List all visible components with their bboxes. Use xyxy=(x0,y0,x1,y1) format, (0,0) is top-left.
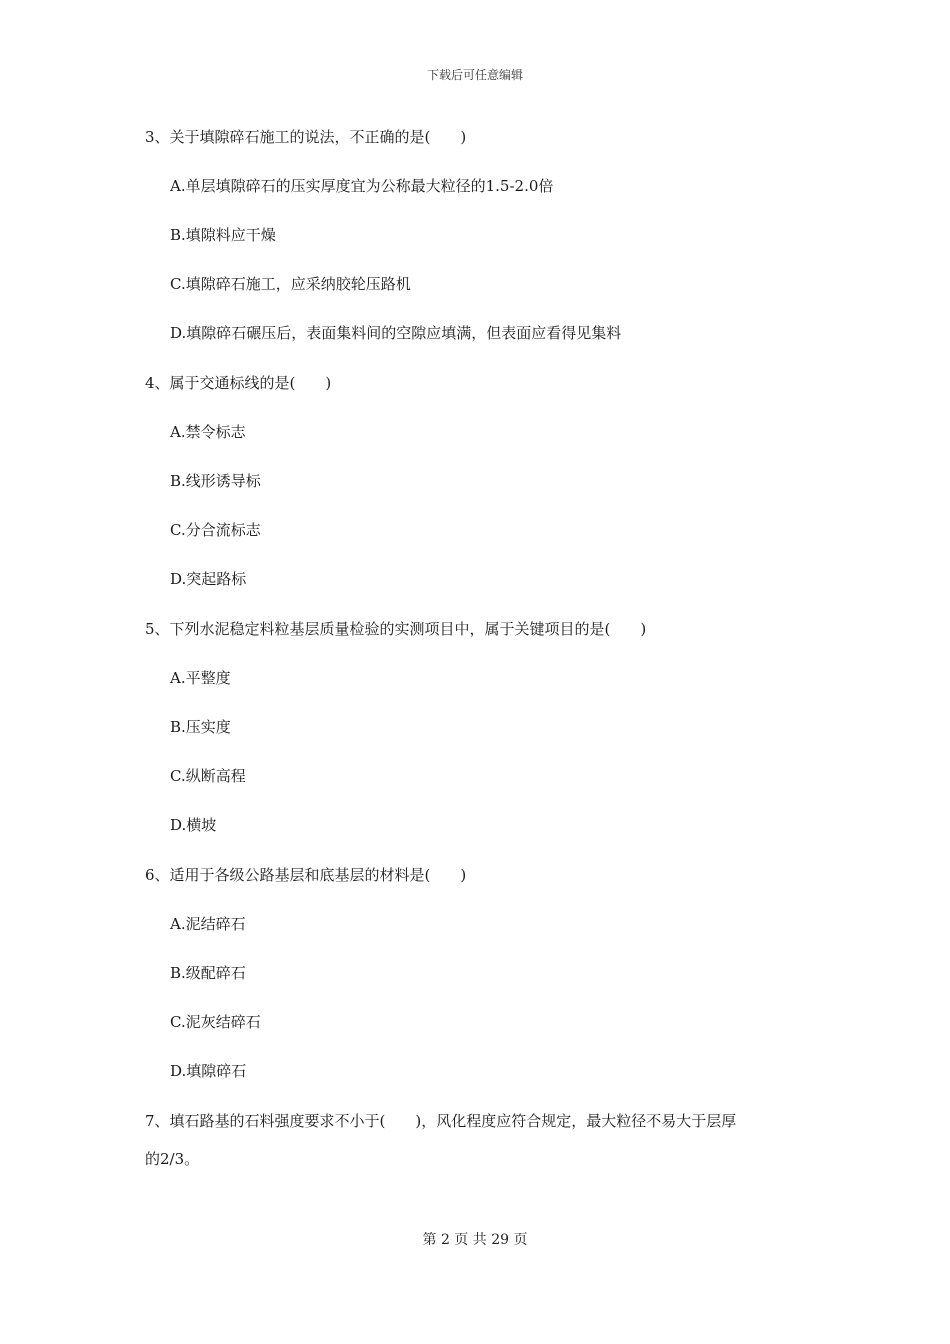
question-4-text: 4、属于交通标线的是( ) xyxy=(145,374,332,392)
question-7-text-line2: 的2/3。 xyxy=(145,1150,200,1168)
question-3-option-c: C.填隙碎石施工，应采纳胶轮压路机 xyxy=(170,275,411,293)
question-4-option-d: D.突起路标 xyxy=(170,570,247,588)
question-3-text: 3、关于填隙碎石施工的说法，不正确的是( ) xyxy=(145,128,467,146)
question-6-option-a: A.泥结碎石 xyxy=(170,915,246,933)
question-6-option-c: C.泥灰结碎石 xyxy=(170,1013,261,1031)
question-4-option-a: A.禁令标志 xyxy=(170,423,246,441)
question-6-option-b: B.级配碎石 xyxy=(170,964,246,982)
question-3-option-a: A.单层填隙碎石的压实厚度宜为公称最大粒径的1.5-2.0倍 xyxy=(170,177,554,195)
question-5-option-a: A.平整度 xyxy=(170,669,231,687)
page-header: 下载后可任意编辑 xyxy=(426,68,523,82)
question-5-text: 5、下列水泥稳定料粒基层质量检验的实测项目中，属于关键项目的是( ) xyxy=(145,620,647,638)
question-3-option-b: B.填隙料应干燥 xyxy=(170,226,276,244)
page-footer: 第 2 页 共 29 页 xyxy=(422,1232,528,1248)
question-7-text-line1: 7、填石路基的石料强度要求不小于( )，风化程度应符合规定，最大粒径不易大于层厚 xyxy=(145,1112,737,1130)
question-5-option-c: C.纵断高程 xyxy=(170,767,246,785)
question-5-option-b: B.压实度 xyxy=(170,718,231,736)
question-4-option-c: C.分合流标志 xyxy=(170,521,261,539)
question-5-option-d: D.横坡 xyxy=(170,816,217,834)
question-4-option-b: B.线形诱导标 xyxy=(170,472,261,490)
question-6-text: 6、适用于各级公路基层和底基层的材料是( ) xyxy=(145,866,467,884)
question-3-option-d: D.填隙碎石碾压后，表面集料间的空隙应填满，但表面应看得见集料 xyxy=(170,324,622,342)
question-6-option-d: D.填隙碎石 xyxy=(170,1062,247,1080)
